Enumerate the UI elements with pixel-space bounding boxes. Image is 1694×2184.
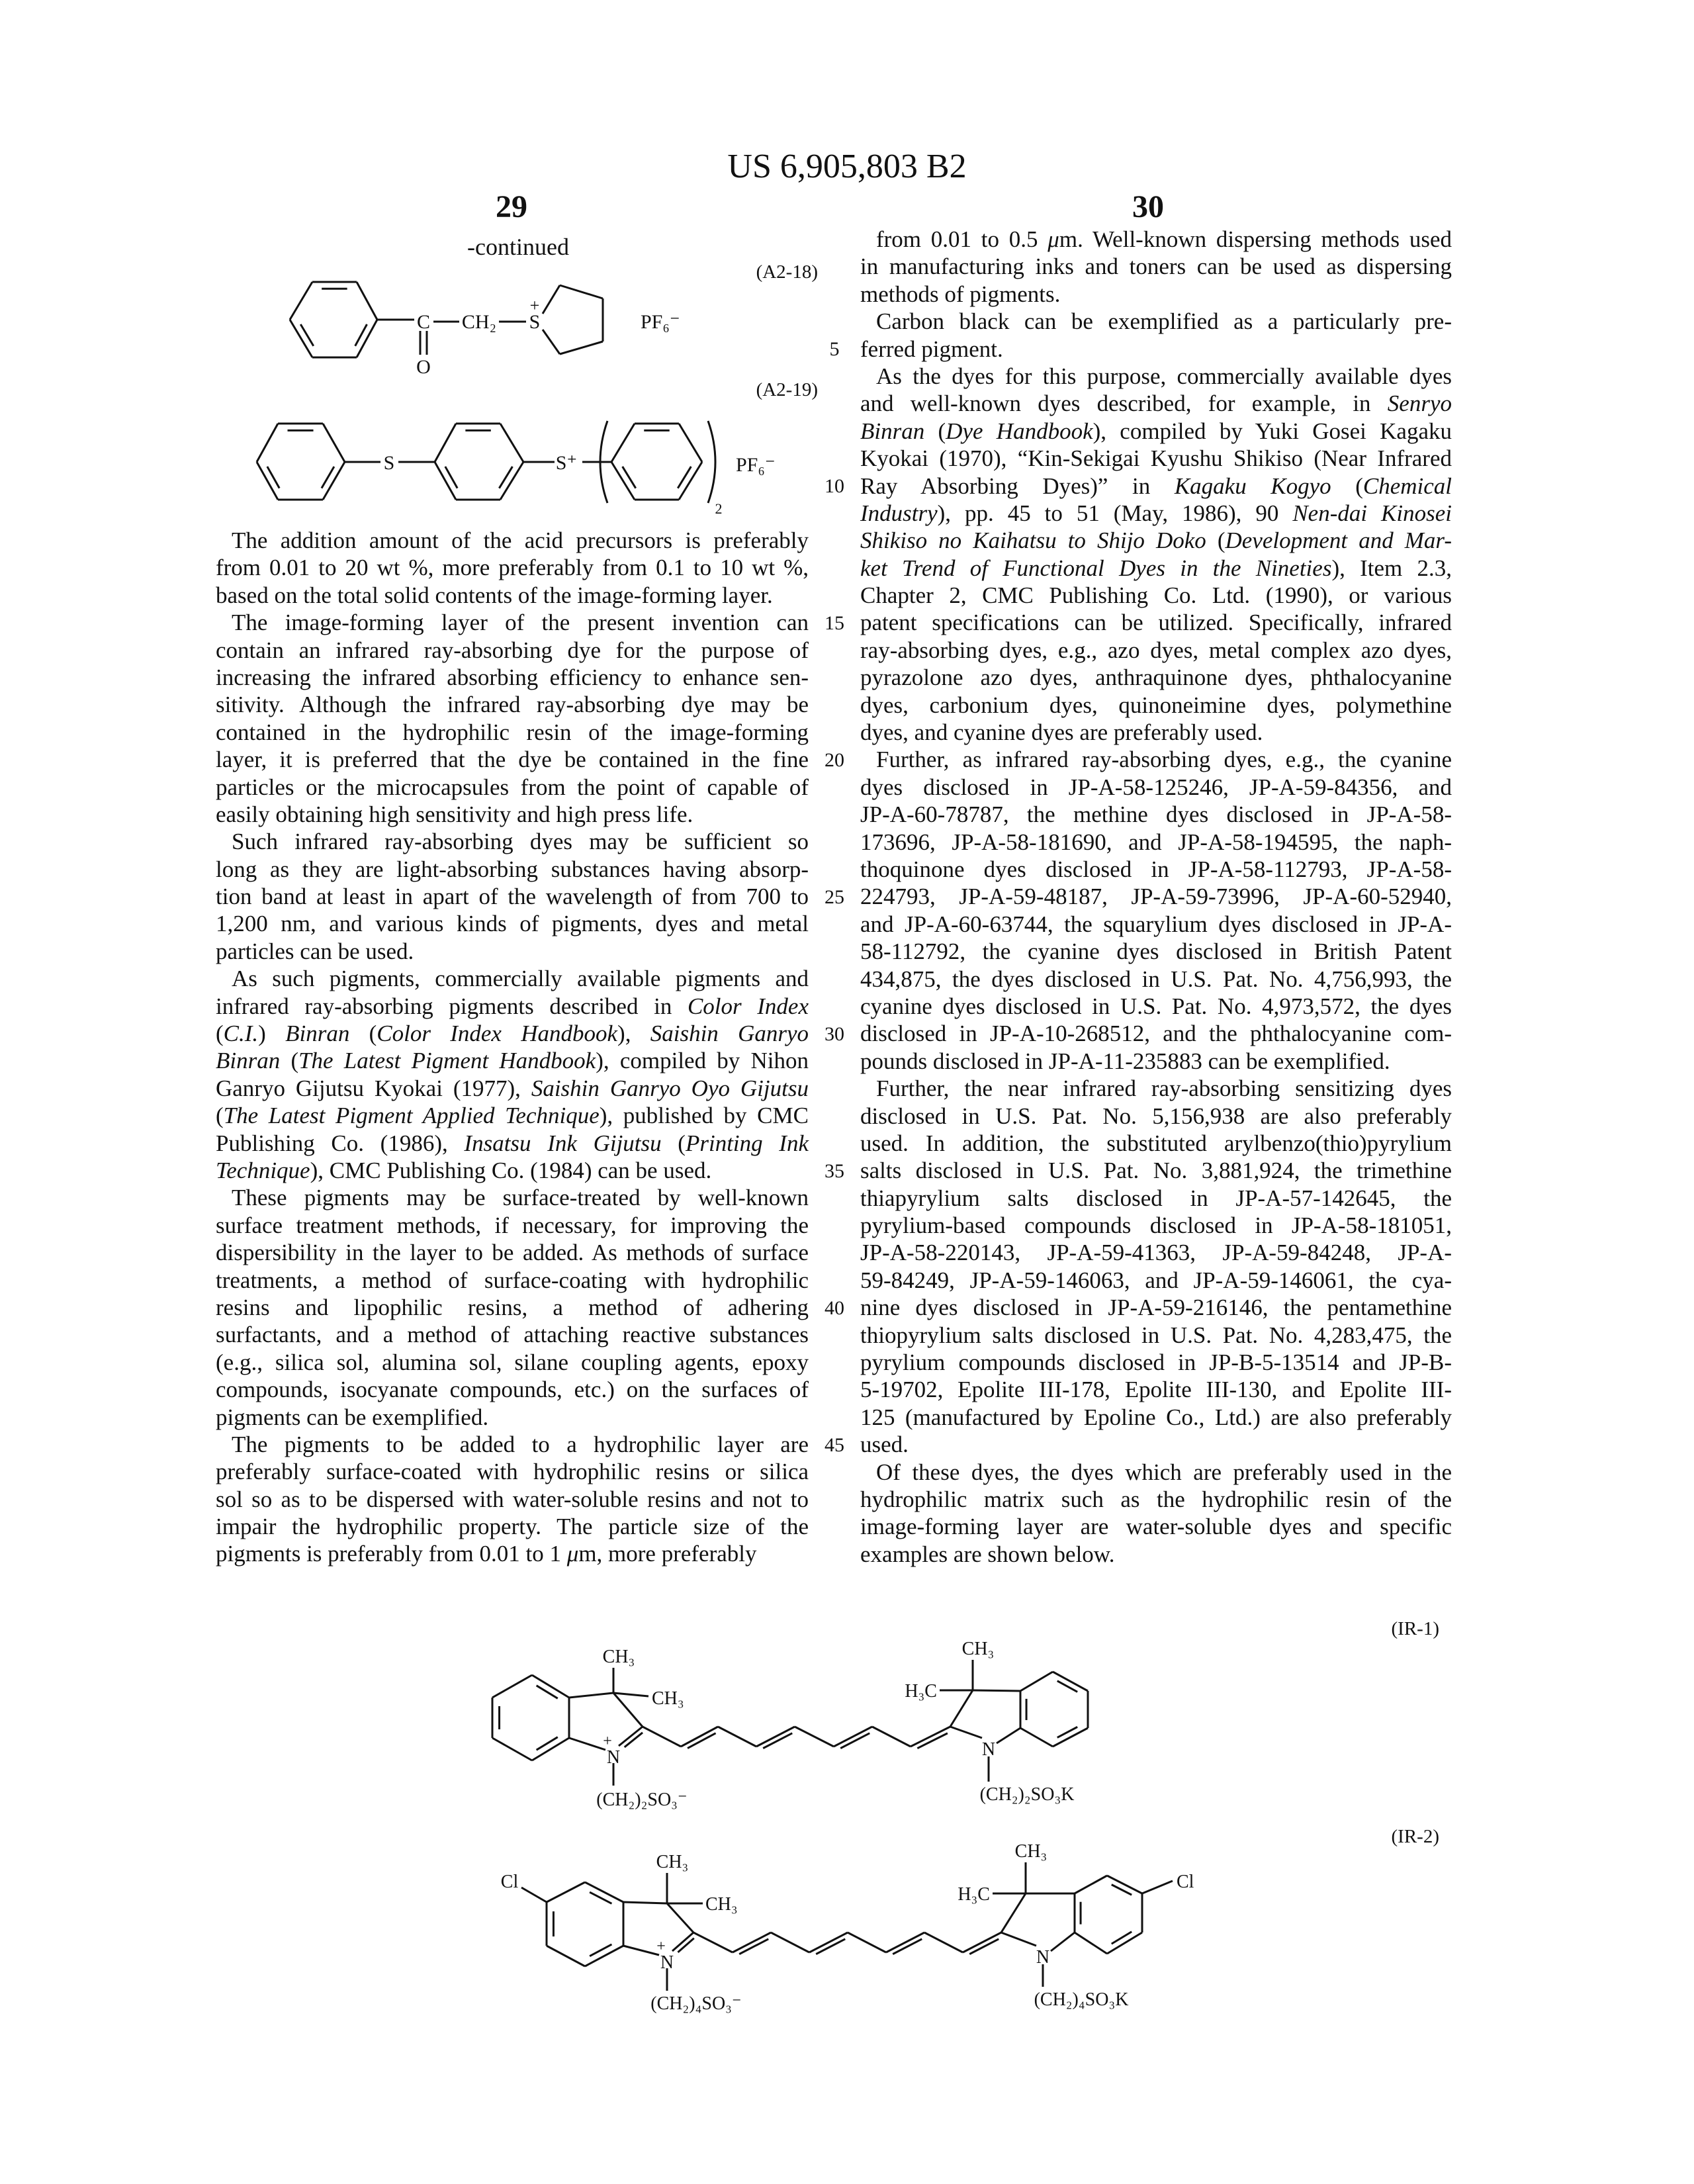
ring-double-bond: [537, 1737, 558, 1751]
bond: [771, 1933, 809, 1952]
text-line: Industry), pp. 45 to 51 (May, 1986), 90 Nen-dai Kinosei: [860, 500, 1452, 527]
structure-a2-18: [416, 261, 818, 378]
ring-bond: [357, 282, 377, 320]
text-line: Publishing Co. (1986), Insatsu Ink Gijutsu (Printing Ink: [216, 1130, 809, 1157]
ring-bond: [257, 424, 278, 462]
text-line: treatments, a method of surface-coating with hydrophilic: [216, 1267, 809, 1294]
text-line: image-forming layer are water-soluble dyes and specific: [860, 1513, 1452, 1540]
bond: [809, 1933, 848, 1952]
text-line: sol so as to be dispersed with water-soluble resins and not to: [216, 1486, 809, 1513]
text-line: pounds disclosed in JP-A-11-235883 can be exemplified.: [860, 1048, 1452, 1075]
text-line: disclosed in JP-A-10-268512, and the phthalocyanine com-: [860, 1020, 1452, 1047]
text-line: and well-known dyes described, for example, in Senryo: [860, 390, 1452, 417]
bond: [643, 1727, 681, 1747]
text-line: increasing the infrared absorbing efficiency to enhance sen-: [216, 664, 809, 691]
bond: [560, 341, 603, 354]
structure-ir-2: [501, 1826, 1439, 2014]
atom-label: C: [417, 311, 430, 333]
text-line: cyanine dyes disclosed in U.S. Pat. No. 4,973,572, the dyes: [860, 993, 1452, 1020]
atom-label: H₃C: [905, 1681, 937, 1702]
anion-label: PF₆⁻: [736, 454, 776, 476]
text-line: infrared ray-absorbing pigments described in Color Index: [216, 993, 809, 1020]
atom-label: S: [529, 311, 541, 333]
ring-bond: [492, 1675, 532, 1698]
text-line: dyes, carbonium dyes, quinoneimine dyes, polymethine: [860, 692, 1452, 719]
atom-label: Cl: [1177, 1872, 1194, 1892]
charge-label: +: [656, 1938, 666, 1955]
text-line: salts disclosed in U.S. Pat. No. 3,881,924, the trimethine: [860, 1157, 1452, 1184]
text-line: long as they are light-absorbing substances having absorp-: [216, 856, 809, 883]
line-number: 10: [818, 473, 851, 500]
ring-bond: [323, 424, 345, 462]
line-number: 20: [818, 747, 851, 774]
text-line: from 0.01 to 0.5 μm. Well-known dispersing methods used: [860, 226, 1452, 253]
bond: [560, 285, 603, 298]
line-number: 30: [818, 1021, 851, 1048]
text-line: layer, it is preferred that the dye be contained in the fine: [216, 746, 809, 773]
text-line: Carbon black can be exemplified as a particularly pre-: [860, 308, 1452, 335]
compound-label: (IR-2): [1392, 1826, 1439, 1847]
atom-label: CH₂: [462, 311, 496, 333]
bond: [543, 285, 560, 314]
text-line: Further, as infrared ray-absorbing dyes, e.g., the cyanine: [860, 746, 1452, 773]
ring-bond: [547, 1882, 585, 1902]
substituent-label: (CH₂)₄SO₃⁻: [650, 1993, 741, 2014]
text-line: Kyokai (1970), “Kin-Sekigai Kyushu Shikiso (Near Infrared: [860, 445, 1452, 472]
text-line: JP-A-60-78787, the methine dyes disclosed in JP-A-58-: [860, 801, 1452, 828]
text-line: pigments can be exemplified.: [216, 1404, 809, 1431]
text-line: surfactants, and a method of attaching reactive substances: [216, 1321, 809, 1348]
text-line: sitivity. Although the infrared ray-absorbing dye may be: [216, 691, 809, 718]
text-line: pyrazolone azo dyes, anthraquinone dyes, phthalocyanine: [860, 664, 1452, 691]
text-line: Binran (Dye Handbook), compiled by Yuki Gosei Kagaku: [860, 418, 1452, 445]
text-line: particles can be used.: [216, 938, 809, 965]
text-line: in manufacturing inks and toners can be used as dispersing: [860, 253, 1452, 280]
structure-bonds: [257, 282, 1173, 1991]
ring-double-bond: [1112, 1932, 1132, 1944]
text-line: preferably surface-coated with hydrophilic resins or silica: [216, 1458, 809, 1485]
text-line: used.: [860, 1431, 1452, 1458]
bond: [613, 1693, 648, 1696]
atom-label: CH₃: [962, 1639, 995, 1659]
text-line: The image-forming layer of the present invention can: [216, 609, 809, 636]
line-number: 25: [818, 884, 851, 911]
text-line: patent specifications can be utilized. Specifically, infrared: [860, 609, 1452, 636]
ring-bond: [435, 424, 456, 462]
text-line: (C.I.) Binran (Color Index Handbook), Saishin Ganryo: [216, 1020, 809, 1047]
text-line: Such infrared ray-absorbing dyes may be sufficient so: [216, 828, 809, 855]
text-line: The pigments to be added to a hydrophilic layer are: [216, 1431, 809, 1458]
bond: [623, 1902, 667, 1903]
text-line: pigments is preferably from 0.01 to 1 μm, more preferably: [216, 1540, 809, 1567]
bond: [1001, 1893, 1026, 1933]
ring-bond: [679, 424, 702, 462]
substituent-label: (CH₂)₄SO₃K: [1034, 1989, 1129, 2010]
text-line: As such pigments, commercially available pigments and: [216, 965, 809, 992]
atom-label: S: [384, 452, 395, 474]
text-line: contain an infrared ray-absorbing dye for the purpose of: [216, 637, 809, 664]
bond: [795, 1727, 834, 1747]
bond: [543, 330, 560, 354]
bond-to-cl: [1142, 1881, 1173, 1893]
text-line: Further, the near infrared ray-absorbing sensitizing dyes: [860, 1075, 1452, 1102]
text-line: dispersibility in the layer to be added. As methods of surface: [216, 1239, 809, 1266]
text-line: surface treatment methods, if necessary, for improving the: [216, 1212, 809, 1239]
text-line: pyrylium compounds disclosed in JP-B-5-13514 and JP-B-: [860, 1349, 1452, 1376]
text-line: easily obtaining high sensitivity and high press life.: [216, 801, 809, 828]
text-line: Of these dyes, the dyes which are preferably used in the: [860, 1459, 1452, 1486]
line-number: 35: [818, 1158, 851, 1185]
ring-bond: [1075, 1933, 1107, 1954]
atom-label: N: [982, 1739, 995, 1760]
text-line: 1,200 nm, and various kinds of pigments, dyes and metal: [216, 910, 809, 937]
compound-label: (IR-1): [1392, 1618, 1439, 1639]
bond: [963, 1933, 1001, 1952]
text-line: thiapyrylium salts disclosed in JP-A-57-142645, the: [860, 1185, 1452, 1212]
text-line: Technique), CMC Publishing Co. (1984) can be used.: [216, 1157, 809, 1184]
text-line: 58-112792, the cyanine dyes disclosed in British Patent: [860, 938, 1452, 965]
bond: [756, 1727, 795, 1747]
text-line: thiopyrylium salts disclosed in U.S. Pat. No. 4,283,475, the: [860, 1322, 1452, 1349]
text-line: 125 (manufactured by Epoline Co., Ltd.) are also preferably: [860, 1404, 1452, 1431]
text-line: ferred pigment.: [860, 336, 1452, 363]
text-line: based on the total solid contents of the image-forming layer.: [216, 582, 809, 609]
text-line: ray-absorbing dyes, e.g., azo dyes, metal complex azo dyes,: [860, 637, 1452, 664]
text-line: impair the hydrophilic property. The particle size of the: [216, 1513, 809, 1540]
text-line: methods of pigments.: [860, 281, 1452, 308]
bond: [950, 1727, 982, 1738]
bond: [924, 1933, 963, 1952]
text-line: compounds, isocyanate compounds, etc.) on the surfaces of: [216, 1376, 809, 1403]
atom-label: Cl: [501, 1872, 519, 1892]
ring-double-bond: [537, 1686, 558, 1699]
bond: [681, 1727, 718, 1747]
ring-bond: [500, 424, 523, 462]
bond: [733, 1933, 771, 1952]
compound-label: (A2-18): [756, 261, 818, 283]
text-line: These pigments may be surface-treated by well-known: [216, 1184, 809, 1211]
atom-label: O: [416, 356, 431, 378]
text-line: resins and lipophilic resins, a method of adhering: [216, 1294, 809, 1321]
substituent-label: (CH₂)₂SO₃⁻: [596, 1790, 687, 1810]
chemical-structures: [0, 0, 1694, 2184]
text-line: 224793, JP-A-59-48187, JP-A-59-73996, JP-A-60-52940,: [860, 883, 1452, 910]
atom-label: CH₃: [603, 1647, 635, 1667]
atom-label: CH₃: [652, 1688, 684, 1709]
continued-label: -continued: [467, 234, 569, 260]
ring-bond: [290, 282, 312, 320]
text-line: Shikiso no Kaihatsu to Shijo Doko (Development and Mar-: [860, 527, 1452, 554]
bond-to-cl: [521, 1888, 547, 1902]
text-line: dyes, and cyanine dyes are preferably used.: [860, 719, 1452, 746]
text-line: 173696, JP-A-58-181690, and JP-A-58-194595, the naph-: [860, 829, 1452, 856]
page-number-left: 29: [445, 189, 578, 225]
ring-bond: [611, 424, 635, 462]
text-line: 434,875, the dyes disclosed in U.S. Pat. No. 4,756,993, the: [860, 966, 1452, 993]
page-number-right: 30: [1082, 189, 1214, 225]
text-line: As the dyes for this purpose, commercially available dyes: [860, 363, 1452, 390]
text-line: (e.g., silica sol, alumina sol, silane coupling agents, epoxy: [216, 1349, 809, 1376]
text-line: used. In addition, the substituted arylbenzo(thio)pyrylium: [860, 1130, 1452, 1157]
text-line: particles or the microcapsules from the point of capable of: [216, 774, 809, 801]
atom-label: CH₃: [656, 1852, 689, 1872]
patent-number: US 6,905,803 B2: [0, 147, 1694, 186]
atom-label: N: [1036, 1947, 1049, 1968]
bond: [997, 1728, 1020, 1743]
charge-label: +: [603, 1733, 612, 1750]
compound-label: (A2-19): [756, 379, 818, 400]
bond: [623, 1946, 659, 1955]
substituent-label: (CH₂)₂SO₃K: [980, 1784, 1075, 1805]
text-line: The addition amount of the acid precursors is preferably: [216, 527, 809, 554]
bond: [911, 1727, 950, 1747]
line-number: 15: [818, 610, 851, 637]
text-line: Ganryo Gijutsu Kyokai (1977), Saishin Ganryo Oyo Gijutsu: [216, 1075, 809, 1102]
ring-double-bond: [499, 467, 512, 488]
bond: [872, 1727, 911, 1747]
text-line: nine dyes disclosed in JP-A-59-216146, the pentamethine: [860, 1294, 1452, 1321]
ring-bond: [1075, 1876, 1107, 1893]
bond: [886, 1933, 924, 1952]
text-line: Ray Absorbing Dyes)” in Kagaku Kogyo (Chemical: [860, 473, 1452, 500]
text-line: dyes disclosed in JP-A-58-125246, JP-A-59-84356, and: [860, 774, 1452, 801]
atom-label: S⁺: [556, 452, 578, 474]
ring-bond: [492, 1738, 532, 1760]
text-line: from 0.01 to 20 wt %, more preferably from 0.1 to 10 wt %,: [216, 554, 809, 581]
ring-bond: [1020, 1672, 1053, 1691]
subscript-label: 2: [715, 500, 723, 517]
charge-label: +: [530, 296, 540, 315]
line-number: 40: [818, 1295, 851, 1322]
bond: [569, 1738, 605, 1750]
text-line: (The Latest Pigment Applied Technique), published by CMC: [216, 1102, 809, 1129]
anion-label: PF₆⁻: [641, 311, 680, 333]
text-line: contained in the hydrophilic resin of the image-forming: [216, 719, 809, 746]
bond: [569, 1693, 613, 1698]
bracket: [708, 421, 715, 503]
line-number: 45: [818, 1432, 851, 1459]
structure-ir-1: [596, 1618, 1439, 1810]
text-line: ket Trend of Functional Dyes in the Nineties), Item 2.3,: [860, 555, 1452, 582]
bond: [1051, 1933, 1075, 1951]
ring-bond: [1020, 1728, 1053, 1747]
bond: [667, 1903, 693, 1933]
text-line: 59-84249, JP-A-59-146063, and JP-A-59-146061, the cya-: [860, 1267, 1452, 1294]
bond: [718, 1727, 756, 1747]
bond: [613, 1693, 643, 1727]
bond: [693, 1933, 733, 1952]
atom-label: H₃C: [958, 1884, 990, 1905]
text-line: disclosed in U.S. Pat. No. 5,156,938 are also preferably: [860, 1103, 1452, 1130]
atom-label: N: [607, 1747, 620, 1768]
atom-label: CH₃: [705, 1894, 738, 1915]
text-line: thoquinone dyes disclosed in JP-A-58-112793, JP-A-58-: [860, 856, 1452, 883]
text-line: and JP-A-60-63744, the squarylium dyes disclosed in JP-A-: [860, 911, 1452, 938]
text-line: examples are shown below.: [860, 1541, 1452, 1568]
line-number: 5: [818, 336, 851, 363]
text-line: Binran (The Latest Pigment Handbook), compiled by Nihon: [216, 1047, 809, 1074]
text-line: pyrylium-based compounds disclosed in JP-A-58-181051,: [860, 1212, 1452, 1239]
text-line: 5-19702, Epolite III-178, Epolite III-130, and Epolite III-: [860, 1376, 1452, 1403]
bond: [950, 1690, 973, 1727]
text-line: JP-A-58-220143, JP-A-59-41363, JP-A-59-84248, JP-A-: [860, 1239, 1452, 1266]
bond: [848, 1933, 886, 1952]
bond: [1001, 1933, 1036, 1946]
bond: [973, 1690, 1020, 1691]
atom-label: CH₃: [1015, 1841, 1048, 1862]
ring-bond: [547, 1946, 585, 1966]
text-line: Chapter 2, CMC Publishing Co. Ltd. (1990), or various: [860, 582, 1452, 609]
text-line: hydrophilic matrix such as the hydrophilic resin of the: [860, 1486, 1452, 1513]
atom-label: N: [660, 1952, 674, 1973]
text-line: tion band at least in apart of the wavelength of from 700 to: [216, 883, 809, 910]
bond: [834, 1727, 872, 1747]
